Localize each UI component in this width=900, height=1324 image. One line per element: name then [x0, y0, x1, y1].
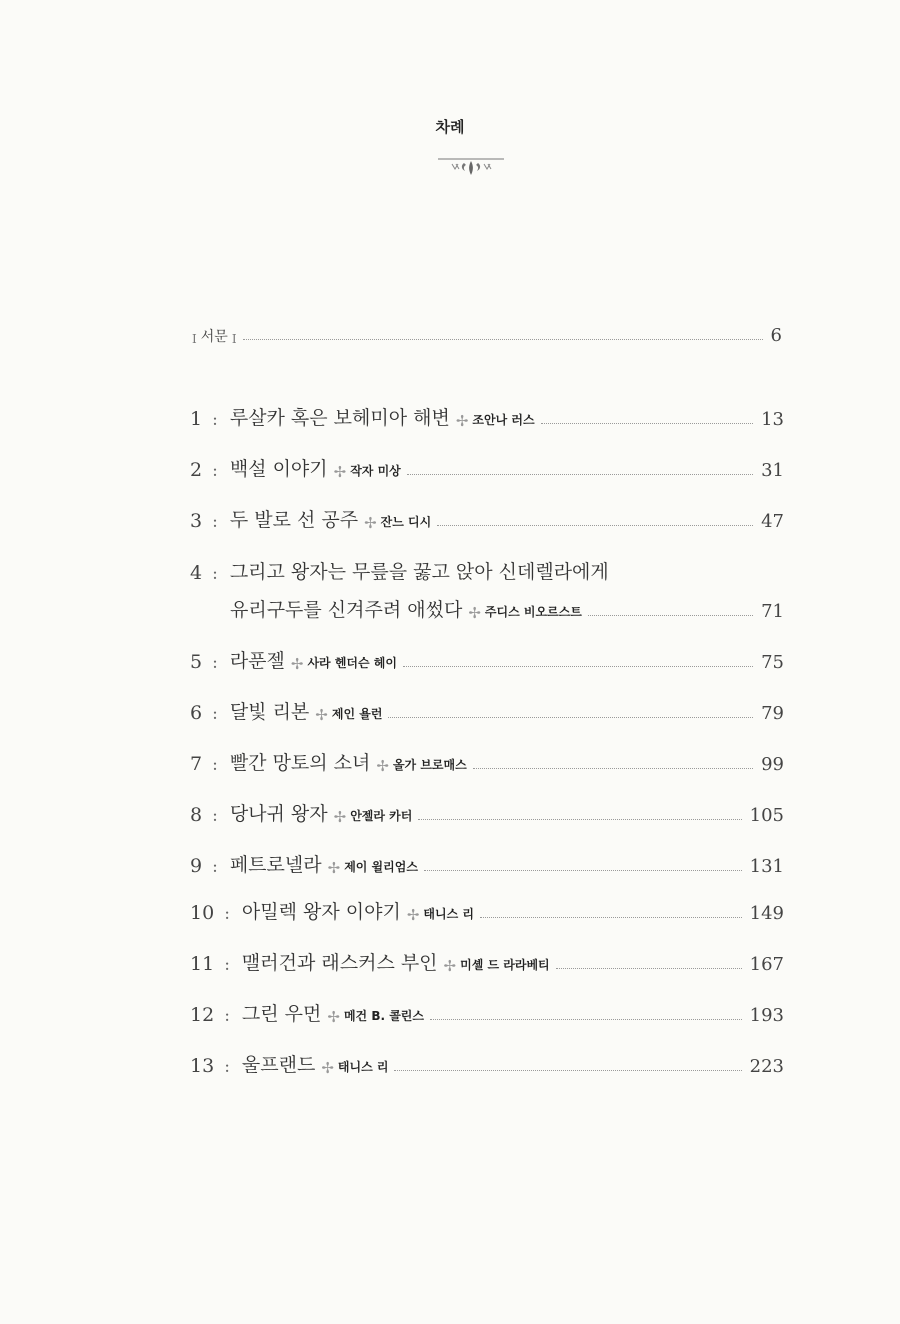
chapter-title: 당나귀 왕자 [229, 803, 328, 825]
chapter-author: 태니스 리 [423, 907, 474, 921]
chapter-colon: : [224, 955, 230, 975]
chapter-colon: : [224, 1057, 230, 1077]
chapter-number: 5 [190, 651, 203, 673]
chapter-colon: : [212, 410, 218, 430]
chapter-title: 달빛 리본 [229, 701, 310, 723]
leader-dots [407, 474, 753, 475]
page-number: 167 [749, 954, 784, 975]
page-number: 13 [761, 409, 784, 430]
chapter-author: 올가 브로매스 [392, 758, 467, 772]
chapter-colon: : [212, 857, 218, 877]
page-number: 71 [761, 601, 784, 622]
chapter-title: 그린 우먼 [241, 1003, 322, 1025]
chapter-title: 그리고 왕자는 무릎을 꿇고 앉아 신데렐라에게 [229, 561, 609, 583]
separator-icon: ✢ [327, 859, 341, 877]
toc-entry[interactable] [190, 743, 784, 775]
chapter-number: 10 [190, 902, 215, 924]
page-number: 31 [761, 460, 784, 481]
toc-entry[interactable] [190, 398, 784, 430]
leader-dots [403, 666, 753, 667]
toc-entry[interactable] [190, 552, 784, 624]
leader-dots [480, 917, 742, 918]
chapter-title: 아밀렉 왕자 이야기 [241, 901, 401, 923]
separator-icon: ✢ [468, 604, 481, 622]
chapter-title: 페트로넬라 [229, 854, 322, 876]
chapter-author: 주디스 비오르스트 [484, 605, 582, 619]
preface-title: 서문 [200, 329, 228, 345]
leader-dots [437, 525, 753, 526]
page-number: 99 [761, 754, 784, 775]
page-number: 79 [761, 703, 784, 724]
leader-dots [588, 615, 753, 616]
chapter-number: 8 [190, 804, 203, 826]
chapter-number: 13 [190, 1055, 215, 1077]
chapter-title-continued: 유리구두를 신겨주려 애썼다 [230, 599, 463, 621]
page-number: 223 [749, 1056, 784, 1077]
leader-dots [394, 1070, 741, 1071]
toc-entry[interactable] [190, 500, 784, 532]
chapter-author: 메건 B. 콜린스 [343, 1009, 424, 1023]
page-title: 차례 [435, 118, 465, 136]
chapter-colon: : [212, 806, 218, 826]
separator-icon: ✢ [333, 463, 347, 481]
chapter-number: 12 [190, 1004, 215, 1026]
chapter-number: 2 [190, 459, 203, 481]
separator-icon: ✢ [443, 957, 457, 975]
chapter-author: 작자 미상 [350, 464, 401, 478]
preface-open-bracket: I [192, 332, 197, 346]
toc-entry[interactable] [190, 892, 784, 924]
page-number: 47 [761, 511, 784, 532]
page-number: 149 [749, 903, 784, 924]
chapter-title: 백설 이야기 [229, 458, 328, 480]
chapter-number: 6 [190, 702, 203, 724]
chapter-number: 7 [190, 753, 203, 775]
chapter-author: 태니스 리 [337, 1060, 389, 1074]
chapter-number: 9 [190, 855, 203, 877]
chapter-title: 울프랜드 [241, 1054, 316, 1076]
chapter-title: 맬러건과 래스커스 부인 [241, 952, 438, 974]
chapter-title: 빨간 망토의 소녀 [229, 752, 371, 774]
toc-entry[interactable] [190, 449, 784, 481]
preface-close-bracket: I [231, 332, 237, 346]
toc-entry[interactable] [190, 1045, 784, 1077]
separator-icon: ✢ [455, 412, 469, 430]
chapter-colon: : [212, 653, 218, 673]
page-number: 75 [761, 652, 784, 673]
toc-entry[interactable] [190, 943, 784, 975]
chapter-colon: : [224, 904, 230, 924]
separator-icon: ✢ [321, 1059, 334, 1077]
leader-dots [473, 768, 753, 769]
chapter-author: 안젤라 카터 [350, 809, 413, 823]
chapter-number: 1 [190, 408, 203, 430]
leader-dots [541, 423, 754, 424]
chapter-author: 사라 헨더슨 헤이 [307, 656, 397, 670]
page-number: 193 [749, 1005, 784, 1026]
leader-dots [556, 968, 742, 969]
page-number: 131 [749, 856, 784, 877]
toc-entry[interactable] [190, 692, 784, 724]
separator-icon: ✢ [290, 655, 304, 673]
leader-dots [243, 339, 763, 340]
separator-icon: ✢ [333, 808, 347, 826]
leader-dots [418, 819, 741, 820]
chapter-colon: : [212, 755, 218, 775]
chapter-author: 조안나 러스 [472, 413, 535, 427]
chapter-author: 제이 윌리엄스 [344, 860, 418, 874]
leader-dots [388, 717, 753, 718]
chapter-title: 루살카 혹은 보헤미아 해변 [229, 407, 450, 429]
page-number: 6 [770, 325, 782, 346]
toc-entry[interactable] [190, 994, 784, 1026]
chapter-colon: : [224, 1006, 230, 1026]
chapter-number: 4 [190, 562, 203, 584]
leader-dots [430, 1019, 742, 1020]
preface-entry[interactable] [192, 314, 782, 346]
chapter-colon: : [212, 461, 218, 481]
chapter-colon: : [212, 704, 218, 724]
separator-icon: ✢ [376, 757, 389, 775]
chapter-title: 두 발로 선 공주 [229, 509, 359, 531]
chapter-author: 잔느 디시 [380, 515, 432, 529]
separator-icon: ✢ [327, 1008, 340, 1026]
toc-entry[interactable] [190, 845, 784, 877]
chapter-number: 11 [190, 953, 215, 975]
chapter-author: 제인 욜런 [331, 707, 383, 721]
chapter-number: 3 [190, 510, 203, 532]
separator-icon: ✢ [364, 514, 377, 532]
chapter-colon: : [212, 564, 218, 584]
chapter-title: 라푼젤 [229, 650, 285, 672]
chapter-author: 미셸 드 라라베티 [460, 958, 550, 972]
toc-entry[interactable] [190, 794, 784, 826]
leader-dots [424, 870, 742, 871]
separator-icon: ✢ [315, 706, 328, 724]
separator-icon: ✢ [406, 906, 420, 924]
toc-entry[interactable] [190, 641, 784, 673]
page-number: 105 [749, 805, 784, 826]
chapter-colon: : [212, 512, 218, 532]
